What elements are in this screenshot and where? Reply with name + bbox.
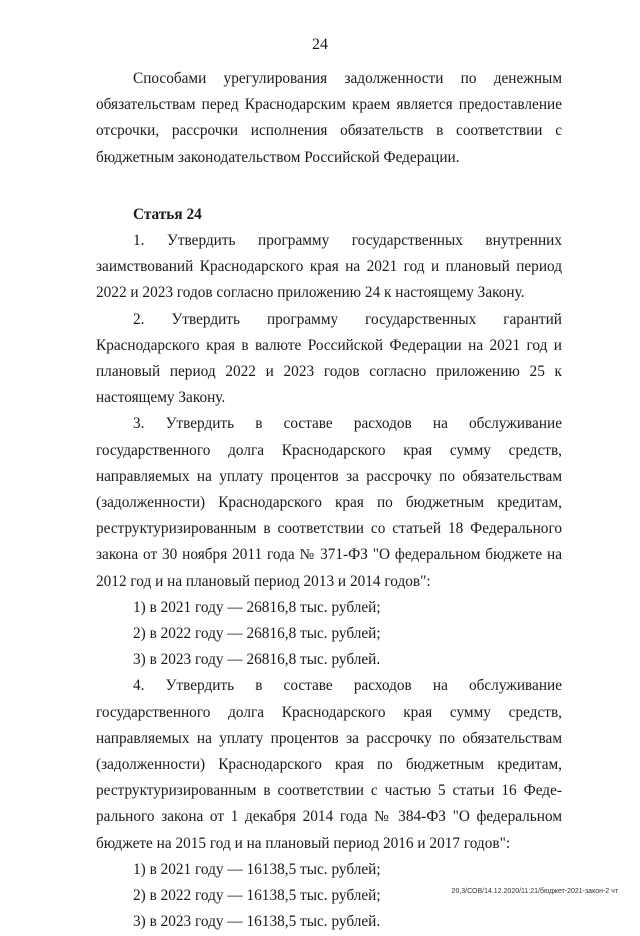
clause-3-item-3: 3) в 2023 году — 26816,8 тыс. рублей. <box>133 651 381 669</box>
document-body <box>96 66 562 936</box>
article-heading: Статья 24 <box>133 205 202 223</box>
clause-4: 4. Утвердить в составе расходов на обслуживание государственного долга Краснодарского края сумму средств, направляемых на уплату процентов за рассрочку по обязательствам (задолженности) Краснодарского края по бюджетным кредитам, реструктуризированным в соответствии с частью 5 статьи 16 Федерального закона от 1 декабря 2014 года № 384-ФЗ "О федеральном бюджете на 2015 год и на плановый период 2016 и 2017 годов": <box>96 677 562 852</box>
footer-stamp: 20,3/СОВ/14.12.2020/11:21/бюджет-2021-закон-2 чт <box>451 888 618 895</box>
clause-2: 2. Утвердить программу государственных гарантий Краснодарского края в валюте Российской Федерации на 2021 год и плановый период 2022 и 2023 годов согласно приложению 25 к настоящему Закону. <box>96 310 562 407</box>
intro-paragraph: Способами урегулирования задолженности по денежным обязательствам перед Краснодарским краем является предоставление отсрочки, рассрочки исполнения обязательств в соответствии с бюджетным законодательством Российской Федерации. <box>96 70 562 166</box>
clause-3-item-1: 1) в 2021 году — 26816,8 тыс. рублей; <box>133 598 381 616</box>
clause-4-item-3: 3) в 2023 году — 16138,5 тыс. рублей. <box>133 913 381 931</box>
clause-4-item-1: 1) в 2021 году — 16138,5 тыс. рублей; <box>133 860 381 878</box>
clause-1: 1. Утвердить программу государственных внутренних заимствований Краснодарского края на 2021 год и плановый период 2022 и 2023 годов согласно приложению 24 к настоящему Закону. <box>96 232 562 302</box>
clause-3: 3. Утвердить в составе расходов на обслуживание государственного долга Краснодарского края сумму средств, направляемых на уплату процентов за рассрочку по обязательствам (задолженности) Краснодарского края по бюджетным кредитам, реструктуризированным в соответствии со статьей 18 Федерального закона от 30 ноября 2011 года № 371-ФЗ "О федеральном бюджете на 2012 год и на плановый период 2013 и 2014 годов": <box>96 415 562 590</box>
clause-3-item-2: 2) в 2022 году — 26816,8 тыс. рублей; <box>133 625 381 643</box>
page-number: 24 <box>312 36 328 53</box>
clause-4-item-2: 2) в 2022 году — 16138,5 тыс. рублей; <box>133 887 381 905</box>
